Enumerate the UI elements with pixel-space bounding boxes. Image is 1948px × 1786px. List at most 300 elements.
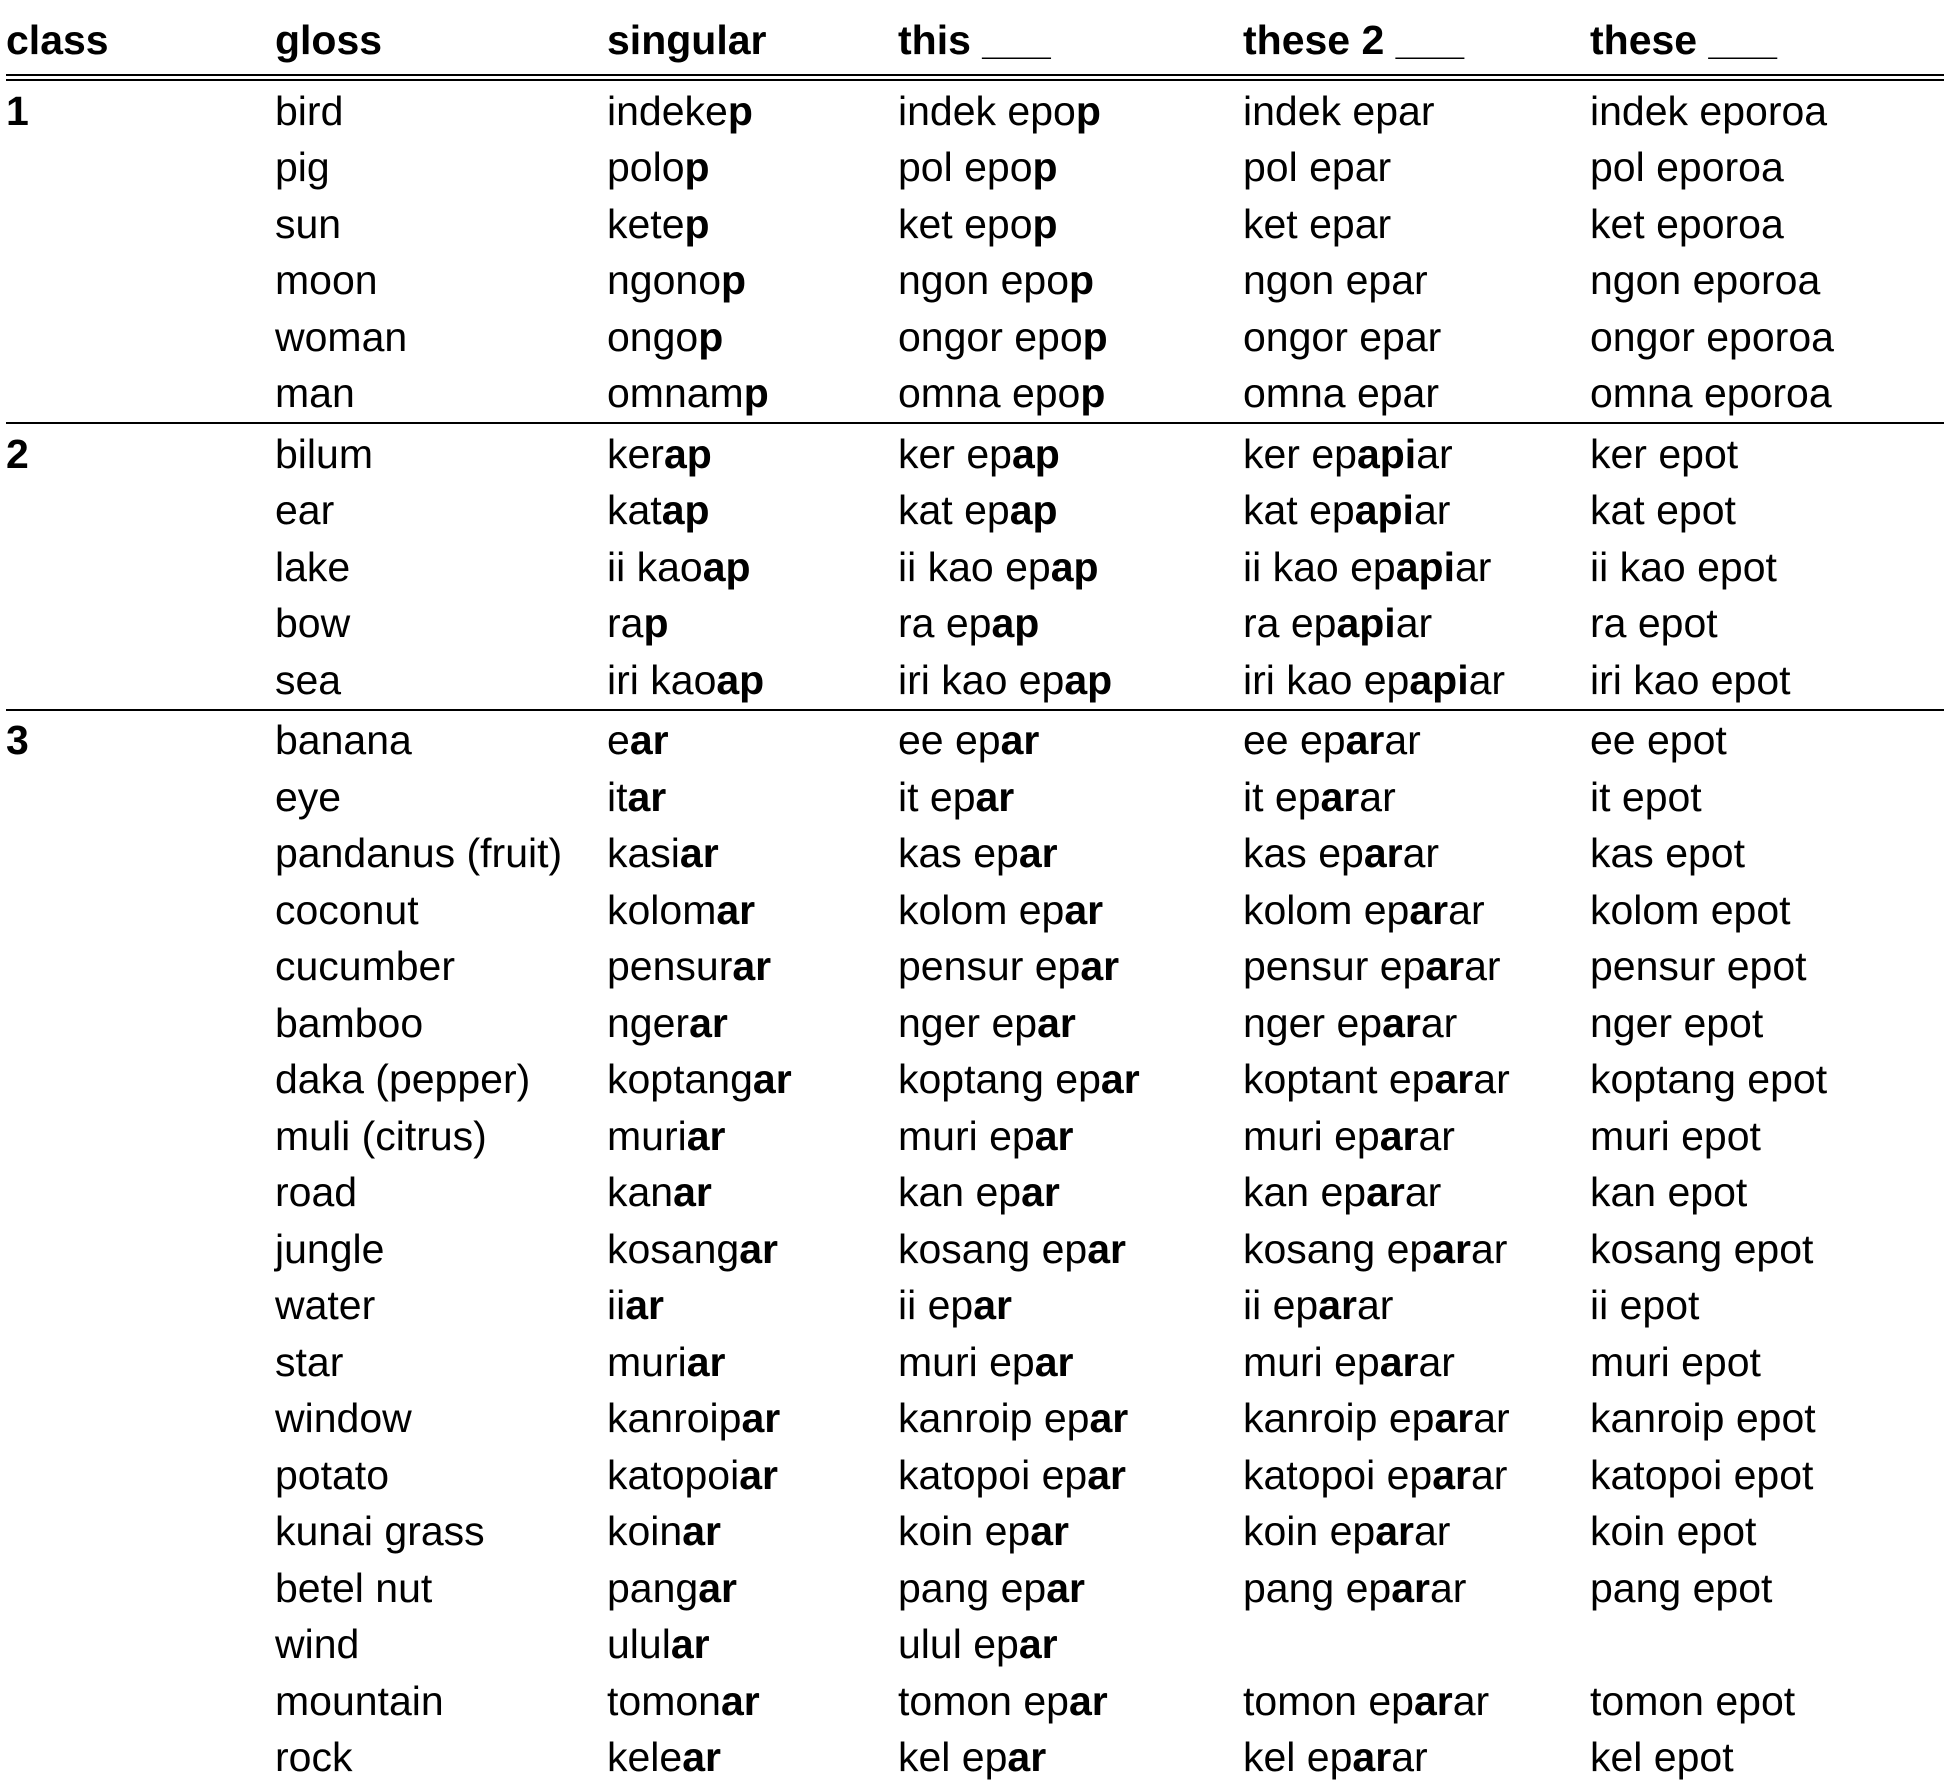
this-cell bbox=[898, 196, 1243, 253]
singular-cell bbox=[607, 196, 898, 253]
bold-morpheme: ar bbox=[682, 1734, 721, 1780]
gloss-cell: window bbox=[275, 1391, 607, 1448]
these-cell bbox=[1590, 253, 1944, 310]
these-2-cell bbox=[1243, 1504, 1590, 1561]
these-2-cell bbox=[1243, 1391, 1590, 1448]
these-cell bbox=[1590, 1391, 1944, 1448]
bold-morpheme: api bbox=[1409, 657, 1468, 703]
plain-segment: kat epot bbox=[1590, 487, 1736, 533]
singular-cell bbox=[607, 596, 898, 653]
plain-segment: ra ep bbox=[898, 600, 991, 646]
bold-morpheme: ap bbox=[1010, 487, 1058, 533]
noun-class-table bbox=[6, 0, 1944, 1786]
this-cell bbox=[898, 1221, 1243, 1278]
gloss-cell: man bbox=[275, 366, 607, 424]
plain-segment: ra epot bbox=[1590, 600, 1718, 646]
these-2-cell bbox=[1243, 1617, 1590, 1674]
this-cell bbox=[898, 882, 1243, 939]
table-row bbox=[6, 882, 1944, 939]
this-cell bbox=[898, 140, 1243, 197]
these-2-cell bbox=[1243, 939, 1590, 996]
these-2-cell bbox=[1243, 1730, 1590, 1786]
plain-segment: ar bbox=[1418, 1113, 1454, 1159]
plain-segment: kas ep bbox=[1243, 830, 1364, 876]
singular-cell bbox=[607, 1673, 898, 1730]
plain-segment: pensur ep bbox=[1243, 943, 1425, 989]
plain-segment: nger bbox=[607, 1000, 689, 1046]
plain-segment: koptang epot bbox=[1590, 1056, 1827, 1102]
class-cell bbox=[6, 539, 275, 596]
bold-morpheme: p bbox=[728, 88, 753, 134]
gloss-cell: road bbox=[275, 1165, 607, 1222]
this-cell bbox=[898, 1278, 1243, 1335]
header-gloss: gloss bbox=[275, 0, 607, 78]
plain-segment: nger epot bbox=[1590, 1000, 1763, 1046]
class-cell bbox=[6, 1278, 275, 1335]
header-these-2: these 2 ___ bbox=[1243, 0, 1590, 78]
table-row bbox=[6, 1730, 1944, 1786]
plain-segment: indek epar bbox=[1243, 88, 1434, 134]
plain-segment: ar bbox=[1473, 1056, 1509, 1102]
gloss-cell: lake bbox=[275, 539, 607, 596]
class-cell bbox=[6, 652, 275, 710]
plain-segment: ee ep bbox=[1243, 717, 1346, 763]
plain-segment: kel epot bbox=[1590, 1734, 1734, 1780]
bold-morpheme: ar bbox=[1037, 1000, 1076, 1046]
plain-segment: ar bbox=[1455, 544, 1491, 590]
these-cell bbox=[1590, 1617, 1944, 1674]
plain-segment: muri ep bbox=[1243, 1113, 1380, 1159]
plain-segment: it ep bbox=[898, 774, 976, 820]
plain-segment: it ep bbox=[1243, 774, 1321, 820]
table-row bbox=[6, 1221, 1944, 1278]
plain-segment: ar bbox=[1359, 774, 1395, 820]
this-cell bbox=[898, 652, 1243, 710]
plain-segment: pol epar bbox=[1243, 144, 1391, 190]
singular-cell bbox=[607, 253, 898, 310]
gloss-cell: betel nut bbox=[275, 1560, 607, 1617]
gloss-cell: muli (citrus) bbox=[275, 1108, 607, 1165]
these-2-cell bbox=[1243, 1052, 1590, 1109]
plain-segment: kele bbox=[607, 1734, 682, 1780]
class-cell: 1 bbox=[6, 78, 275, 140]
these-cell bbox=[1590, 309, 1944, 366]
gloss-cell: jungle bbox=[275, 1221, 607, 1278]
these-cell bbox=[1590, 1221, 1944, 1278]
bold-morpheme: ar bbox=[1021, 1169, 1060, 1215]
plain-segment: ar bbox=[1469, 657, 1505, 703]
bold-morpheme: ar bbox=[1380, 1113, 1419, 1159]
bold-morpheme: ar bbox=[1432, 1452, 1471, 1498]
singular-cell bbox=[607, 539, 898, 596]
class-cell: 3 bbox=[6, 710, 275, 770]
plain-segment: koin ep bbox=[898, 1508, 1030, 1554]
plain-segment: ee epot bbox=[1590, 717, 1727, 763]
plain-segment: ar bbox=[1414, 1508, 1450, 1554]
bold-morpheme: p bbox=[1033, 144, 1058, 190]
plain-segment: iri kao ep bbox=[1243, 657, 1409, 703]
plain-segment: omna eporoa bbox=[1590, 370, 1832, 416]
plain-segment: tomon ep bbox=[898, 1678, 1069, 1724]
class-cell bbox=[6, 826, 275, 883]
bold-morpheme: ap bbox=[703, 544, 751, 590]
bold-morpheme: ar bbox=[1375, 1508, 1414, 1554]
bold-morpheme: ar bbox=[739, 1452, 778, 1498]
bold-morpheme: ar bbox=[682, 1508, 721, 1554]
these-2-cell bbox=[1243, 366, 1590, 424]
plain-segment: ar bbox=[1448, 887, 1484, 933]
plain-segment: ar bbox=[1403, 830, 1439, 876]
class-cell bbox=[6, 1052, 275, 1109]
bold-morpheme: ar bbox=[1035, 1113, 1074, 1159]
table-row bbox=[6, 769, 1944, 826]
plain-segment: kel ep bbox=[898, 1734, 1007, 1780]
plain-segment: ii epot bbox=[1590, 1282, 1699, 1328]
this-cell bbox=[898, 1334, 1243, 1391]
these-2-cell bbox=[1243, 710, 1590, 770]
class-cell bbox=[6, 140, 275, 197]
header-singular: singular bbox=[607, 0, 898, 78]
these-cell bbox=[1590, 196, 1944, 253]
plain-segment: omna epo bbox=[898, 370, 1080, 416]
bold-morpheme: ar bbox=[1069, 1678, 1108, 1724]
bold-morpheme: ap bbox=[1064, 657, 1112, 703]
plain-segment: ar bbox=[1391, 1734, 1427, 1780]
these-cell bbox=[1590, 483, 1944, 540]
plain-segment: kan ep bbox=[898, 1169, 1021, 1215]
plain-segment: ar bbox=[1430, 1565, 1466, 1611]
plain-segment: ii kao epot bbox=[1590, 544, 1777, 590]
plain-segment: koin epot bbox=[1590, 1508, 1756, 1554]
this-cell bbox=[898, 1504, 1243, 1561]
table-row bbox=[6, 483, 1944, 540]
class-cell bbox=[6, 1447, 275, 1504]
bold-morpheme: p bbox=[1076, 88, 1101, 134]
table-row bbox=[6, 423, 1944, 483]
these-cell bbox=[1590, 1673, 1944, 1730]
plain-segment: iri kao epot bbox=[1590, 657, 1791, 703]
these-2-cell bbox=[1243, 1221, 1590, 1278]
these-cell bbox=[1590, 423, 1944, 483]
table-row bbox=[6, 1447, 1944, 1504]
header-class: class bbox=[6, 0, 275, 78]
bold-morpheme: api bbox=[1396, 544, 1455, 590]
bold-morpheme: ar bbox=[1001, 717, 1040, 763]
table-row bbox=[6, 1052, 1944, 1109]
plain-segment: iri kao ep bbox=[898, 657, 1064, 703]
these-2-cell bbox=[1243, 196, 1590, 253]
singular-cell bbox=[607, 1108, 898, 1165]
class-cell bbox=[6, 1560, 275, 1617]
gloss-cell: ear bbox=[275, 483, 607, 540]
bold-morpheme: ar bbox=[1380, 1339, 1419, 1385]
table-row bbox=[6, 78, 1944, 140]
singular-cell bbox=[607, 1391, 898, 1448]
gloss-cell: sun bbox=[275, 196, 607, 253]
class-cell bbox=[6, 196, 275, 253]
class-cell bbox=[6, 1673, 275, 1730]
gloss-cell: coconut bbox=[275, 882, 607, 939]
bold-morpheme: ap bbox=[1012, 431, 1060, 477]
plain-segment: pang ep bbox=[1243, 1565, 1391, 1611]
these-2-cell bbox=[1243, 1165, 1590, 1222]
bold-morpheme: ar bbox=[1321, 774, 1360, 820]
table-row bbox=[6, 1673, 1944, 1730]
gloss-cell: potato bbox=[275, 1447, 607, 1504]
plain-segment: ii kao ep bbox=[1243, 544, 1396, 590]
plain-segment: kan bbox=[607, 1169, 673, 1215]
plain-segment: koin ep bbox=[1243, 1508, 1375, 1554]
singular-cell bbox=[607, 995, 898, 1052]
plain-segment: muri bbox=[607, 1339, 687, 1385]
class-cell bbox=[6, 1504, 275, 1561]
bold-morpheme: ar bbox=[680, 830, 719, 876]
these-cell bbox=[1590, 366, 1944, 424]
plain-segment: pensur bbox=[607, 943, 732, 989]
plain-segment: kosang bbox=[607, 1226, 739, 1272]
these-cell bbox=[1590, 539, 1944, 596]
bold-morpheme: ar bbox=[1019, 830, 1058, 876]
plain-segment: koin bbox=[607, 1508, 682, 1554]
gloss-cell: wind bbox=[275, 1617, 607, 1674]
plain-segment: ker bbox=[607, 431, 664, 477]
these-2-cell bbox=[1243, 995, 1590, 1052]
these-cell bbox=[1590, 710, 1944, 770]
class-cell bbox=[6, 1165, 275, 1222]
plain-segment: polo bbox=[607, 144, 685, 190]
gloss-cell: mountain bbox=[275, 1673, 607, 1730]
gloss-cell: woman bbox=[275, 309, 607, 366]
plain-segment: ongo bbox=[607, 314, 698, 360]
gloss-cell: rock bbox=[275, 1730, 607, 1786]
bold-morpheme: ar bbox=[687, 1339, 726, 1385]
plain-segment: kosang ep bbox=[1243, 1226, 1432, 1272]
these-cell bbox=[1590, 882, 1944, 939]
table-row bbox=[6, 1560, 1944, 1617]
plain-segment: e bbox=[607, 717, 630, 763]
these-2-cell bbox=[1243, 1278, 1590, 1335]
bold-morpheme: ar bbox=[671, 1621, 710, 1667]
bold-morpheme: p bbox=[685, 144, 710, 190]
this-cell bbox=[898, 769, 1243, 826]
plain-segment: it bbox=[607, 774, 628, 820]
plain-segment: muri ep bbox=[898, 1339, 1035, 1385]
singular-cell bbox=[607, 78, 898, 140]
bold-morpheme: ar bbox=[753, 1056, 792, 1102]
plain-segment: kasi bbox=[607, 830, 680, 876]
plain-segment: kat ep bbox=[1243, 487, 1355, 533]
these-2-cell bbox=[1243, 78, 1590, 140]
singular-cell bbox=[607, 1447, 898, 1504]
bold-morpheme: api bbox=[1336, 600, 1395, 646]
plain-segment: ulul ep bbox=[898, 1621, 1019, 1667]
these-cell bbox=[1590, 596, 1944, 653]
plain-segment: pol eporoa bbox=[1590, 144, 1784, 190]
class-cell bbox=[6, 1730, 275, 1786]
table-row bbox=[6, 1391, 1944, 1448]
bold-morpheme: ar bbox=[1318, 1282, 1357, 1328]
table-row bbox=[6, 196, 1944, 253]
bold-morpheme: ar bbox=[1087, 1226, 1126, 1272]
this-cell bbox=[898, 483, 1243, 540]
this-cell bbox=[898, 1447, 1243, 1504]
plain-segment: ngon eporoa bbox=[1590, 257, 1820, 303]
bold-morpheme: ar bbox=[732, 943, 771, 989]
this-cell bbox=[898, 78, 1243, 140]
bold-morpheme: p bbox=[721, 257, 746, 303]
these-2-cell bbox=[1243, 769, 1590, 826]
this-cell bbox=[898, 710, 1243, 770]
this-cell bbox=[898, 253, 1243, 310]
this-cell bbox=[898, 596, 1243, 653]
plain-segment: ar bbox=[1396, 600, 1432, 646]
plain-segment: kas epot bbox=[1590, 830, 1745, 876]
these-2-cell bbox=[1243, 596, 1590, 653]
this-cell bbox=[898, 1108, 1243, 1165]
table-row bbox=[6, 1334, 1944, 1391]
singular-cell bbox=[607, 652, 898, 710]
plain-segment: pang epot bbox=[1590, 1565, 1772, 1611]
plain-segment: nger ep bbox=[1243, 1000, 1382, 1046]
plain-segment: nger ep bbox=[898, 1000, 1037, 1046]
plain-segment: ar bbox=[1471, 1226, 1507, 1272]
class-cell bbox=[6, 1391, 275, 1448]
bold-morpheme: ap bbox=[664, 431, 712, 477]
bold-morpheme: ar bbox=[741, 1395, 780, 1441]
table-row bbox=[6, 140, 1944, 197]
singular-cell bbox=[607, 1221, 898, 1278]
bold-morpheme: ap bbox=[662, 487, 710, 533]
plain-segment: kolom epot bbox=[1590, 887, 1791, 933]
gloss-cell: water bbox=[275, 1278, 607, 1335]
plain-segment: muri ep bbox=[1243, 1339, 1380, 1385]
gloss-cell: sea bbox=[275, 652, 607, 710]
bold-morpheme: ar bbox=[1087, 1452, 1126, 1498]
gloss-cell: bilum bbox=[275, 423, 607, 483]
class-cell: 2 bbox=[6, 423, 275, 483]
gloss-cell: bamboo bbox=[275, 995, 607, 1052]
bold-morpheme: api bbox=[1355, 487, 1414, 533]
class-cell bbox=[6, 882, 275, 939]
bold-morpheme: ar bbox=[630, 717, 669, 763]
class-cell bbox=[6, 1334, 275, 1391]
bold-morpheme: ar bbox=[1414, 1678, 1453, 1724]
these-2-cell bbox=[1243, 539, 1590, 596]
singular-cell bbox=[607, 710, 898, 770]
plain-segment: pensur epot bbox=[1590, 943, 1807, 989]
singular-cell bbox=[607, 423, 898, 483]
header-row bbox=[6, 0, 1944, 78]
plain-segment: ongor epar bbox=[1243, 314, 1441, 360]
plain-segment: omnam bbox=[607, 370, 744, 416]
bold-morpheme: ar bbox=[1352, 1734, 1391, 1780]
bold-morpheme: ar bbox=[1391, 1565, 1430, 1611]
bold-morpheme: ar bbox=[1046, 1565, 1085, 1611]
gloss-cell: kunai grass bbox=[275, 1504, 607, 1561]
bold-morpheme: ar bbox=[1409, 887, 1448, 933]
these-cell bbox=[1590, 652, 1944, 710]
class-cell bbox=[6, 483, 275, 540]
plain-segment: ngono bbox=[607, 257, 721, 303]
plain-segment: kat bbox=[607, 487, 662, 533]
plain-segment: katopoi epot bbox=[1590, 1452, 1813, 1498]
class-cell bbox=[6, 1221, 275, 1278]
these-cell bbox=[1590, 140, 1944, 197]
this-cell bbox=[898, 1617, 1243, 1674]
plain-segment: kat ep bbox=[898, 487, 1010, 533]
this-cell bbox=[898, 1165, 1243, 1222]
gloss-cell: banana bbox=[275, 710, 607, 770]
plain-segment: ker ep bbox=[898, 431, 1012, 477]
bold-morpheme: p bbox=[1080, 370, 1105, 416]
these-cell bbox=[1590, 1447, 1944, 1504]
these-2-cell bbox=[1243, 652, 1590, 710]
gloss-cell: daka (pepper) bbox=[275, 1052, 607, 1109]
gloss-cell: cucumber bbox=[275, 939, 607, 996]
plain-segment: kosang epot bbox=[1590, 1226, 1813, 1272]
plain-segment: tomon bbox=[607, 1678, 721, 1724]
bold-morpheme: ar bbox=[1346, 717, 1385, 763]
bold-morpheme: ar bbox=[687, 1113, 726, 1159]
bold-morpheme: p bbox=[698, 314, 723, 360]
table-row bbox=[6, 995, 1944, 1052]
plain-segment: tomon ep bbox=[1243, 1678, 1414, 1724]
singular-cell bbox=[607, 826, 898, 883]
these-cell bbox=[1590, 995, 1944, 1052]
bold-morpheme: ar bbox=[739, 1226, 778, 1272]
table-body bbox=[6, 78, 1944, 1786]
plain-segment: muri epot bbox=[1590, 1113, 1761, 1159]
bold-morpheme: ar bbox=[716, 887, 755, 933]
class-cell bbox=[6, 995, 275, 1052]
singular-cell bbox=[607, 1278, 898, 1335]
class-cell bbox=[6, 769, 275, 826]
plain-segment: indeke bbox=[607, 88, 728, 134]
these-cell bbox=[1590, 826, 1944, 883]
these-2-cell bbox=[1243, 882, 1590, 939]
plain-segment: indek eporoa bbox=[1590, 88, 1827, 134]
singular-cell bbox=[607, 1334, 898, 1391]
table-row bbox=[6, 1617, 1944, 1674]
bold-morpheme: ar bbox=[1007, 1734, 1046, 1780]
table-row bbox=[6, 1165, 1944, 1222]
bold-morpheme: ar bbox=[1425, 943, 1464, 989]
these-cell bbox=[1590, 1278, 1944, 1335]
class-cell bbox=[6, 1108, 275, 1165]
plain-segment: kosang ep bbox=[898, 1226, 1087, 1272]
bold-morpheme: ar bbox=[1035, 1339, 1074, 1385]
plain-segment: pang bbox=[607, 1565, 698, 1611]
singular-cell bbox=[607, 1165, 898, 1222]
plain-segment: muri ep bbox=[898, 1113, 1035, 1159]
plain-segment: kan ep bbox=[1243, 1169, 1366, 1215]
plain-segment: ngon epar bbox=[1243, 257, 1428, 303]
these-2-cell bbox=[1243, 253, 1590, 310]
plain-segment: ar bbox=[1471, 1452, 1507, 1498]
bold-morpheme: ap bbox=[1051, 544, 1099, 590]
bold-morpheme: ar bbox=[673, 1169, 712, 1215]
this-cell bbox=[898, 423, 1243, 483]
plain-segment: it epot bbox=[1590, 774, 1702, 820]
plain-segment: ar bbox=[1473, 1395, 1509, 1441]
plain-segment: ket epar bbox=[1243, 201, 1391, 247]
plain-segment: ar bbox=[1453, 1678, 1489, 1724]
singular-cell bbox=[607, 483, 898, 540]
this-cell bbox=[898, 1673, 1243, 1730]
table-row bbox=[6, 539, 1944, 596]
these-cell bbox=[1590, 1108, 1944, 1165]
plain-segment: pang ep bbox=[898, 1565, 1046, 1611]
